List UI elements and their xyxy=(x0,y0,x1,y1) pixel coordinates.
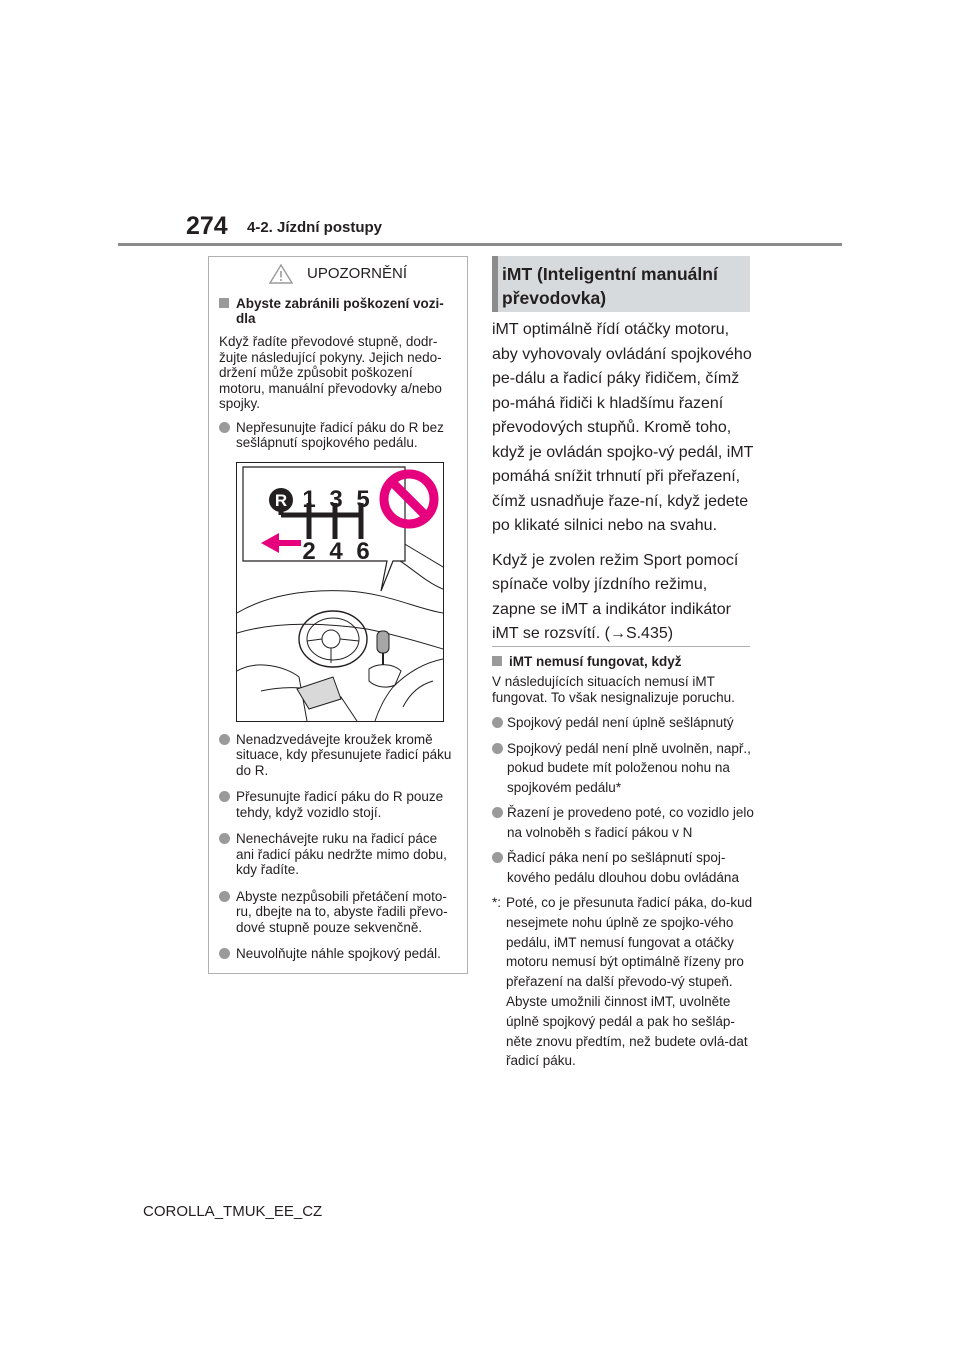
warning-bullet: Abyste nezpůsobili přetáčení moto-ru, dbejte na to, abyste řadili převo-dové stupně pouze sekvenčně. xyxy=(219,889,455,936)
warning-header xyxy=(209,257,467,290)
bullet-dot-icon xyxy=(219,734,230,745)
section-divider xyxy=(492,646,750,647)
gear-label-r: R xyxy=(274,490,288,510)
section-title: 4-2. Jízdní postupy xyxy=(247,219,383,236)
square-bullet-icon xyxy=(219,298,229,308)
warning-subheading: Abyste zabránili poškození vozi-dla xyxy=(219,296,455,326)
imt-conditions xyxy=(492,654,754,1071)
footnote-mark: *: xyxy=(492,895,502,910)
square-bullet-icon xyxy=(492,656,502,666)
bullet-dot-icon xyxy=(219,791,230,802)
gear-label-2: 2 xyxy=(302,537,316,565)
gear-label-1: 1 xyxy=(302,485,316,513)
header-rule xyxy=(118,243,842,246)
gear-label-6: 6 xyxy=(356,537,370,565)
imt-description xyxy=(492,318,754,657)
bullet-dot-icon xyxy=(492,743,503,754)
condition-bullet: Spojkový pedál není plně uvolněn, např., pokud budete mít položenou nohu na spojkovém pedálu* xyxy=(492,739,754,798)
warning-bullet: Nenechávejte ruku na řadicí páce ani řadicí páku nedržte mimo dobu, kdy řadíte. xyxy=(219,831,455,878)
page-number: 274 xyxy=(186,212,228,240)
footnote-text: Poté, co je přesunuta řadicí páka, do-kud nesejmete nohu úplně ze spojko-vého pedálu, iMT nemusí fungovat a otáčky motoru nemusí být optimálně řízeny pro přeřazení na další převodo-vý stupeň. Abyste umožnili činnost iMT, uvolněte úplně spojkový pedál a pak ho sešláp-něte znovu předtím, než budete ovlá-dat řadicí páku. xyxy=(506,895,753,1069)
gear-label-4: 4 xyxy=(329,537,343,565)
conditions-subheading: iMT nemusí fungovat, když xyxy=(492,654,754,670)
warning-bullet: Přesunujte řadicí páku do R pouze tehdy, když vozidlo stojí. xyxy=(219,789,455,820)
imt-heading-line1: iMT (Inteligentní manuální xyxy=(502,264,718,284)
warning-bullet: Nepřesunujte řadicí páku do R bez sešlápnutí spojkového pedálu. xyxy=(219,420,455,451)
gear-label-5: 5 xyxy=(356,485,370,513)
gear-label-3: 3 xyxy=(329,485,343,513)
warning-box xyxy=(208,256,468,974)
condition-bullet: Spojkový pedál není úplně sešlápnutý xyxy=(492,713,754,733)
warning-bullet: Nenadzvedávejte kroužek kromě situace, kdy přesunujete řadicí páku do R. xyxy=(219,732,455,779)
warning-bullet: Neuvolňujte náhle spojkový pedál. xyxy=(219,946,455,962)
imt-heading-line2: převodovka) xyxy=(502,288,607,308)
condition-bullet: Řazení je provedeno poté, co vozidlo jelo na volnoběh s řadicí pákou v N xyxy=(492,803,754,842)
condition-bullet: Řadicí páka není po sešlápnutí spoj-kového pedálu dlouhou dobu ovládána xyxy=(492,848,754,887)
bullet-dot-icon xyxy=(219,833,230,844)
warning-title: UPOZORNĚNÍ xyxy=(306,265,407,282)
footnote xyxy=(492,893,754,1071)
bullet-dot-icon xyxy=(219,948,230,959)
imt-heading xyxy=(492,256,750,312)
bullet-dot-icon xyxy=(492,807,503,818)
heading-accent-bar xyxy=(492,256,498,312)
footer-code: COROLLA_TMUK_EE_CZ xyxy=(143,1203,323,1220)
imt-paragraph-2: Když je zvolen režim Sport pomocí spínače volby jízdního režimu, zapne se iMT a indikátor indikátor iMT se rozsvítí. (→S.435) xyxy=(492,551,739,642)
gear-shift-illustration xyxy=(236,462,444,722)
conditions-intro: V následujících situacích nemusí iMT fungovat. To však nesignalizuje poruchu. xyxy=(492,674,735,705)
warning-triangle-icon xyxy=(269,264,293,284)
warning-intro: Když řadíte převodové stupně, dodr-žujte následující pokyny. Jejich nedo-držení může způsobit poškození motoru, manuální převodovky a/nebo spojky. xyxy=(219,334,442,411)
bullet-dot-icon xyxy=(492,717,503,728)
bullet-dot-icon xyxy=(492,852,503,863)
bullet-dot-icon xyxy=(219,891,230,902)
bullet-dot-icon xyxy=(219,422,230,433)
imt-paragraph-1: iMT optimálně řídí otáčky motoru, aby vyhovovaly ovládání spojkového pe-dálu a řadicí páky řidičem, čímž po-máhá řidiči k hladšímu řazení převodových stupňů. Kromě toho, když je ovládán spojko-vý pedál, iMT pomáhá snížit trhnutí při přeřazení, čímž usnadňuje řaze-ní, když jedete po klikaté silnici nebo na svahu. xyxy=(492,321,754,534)
